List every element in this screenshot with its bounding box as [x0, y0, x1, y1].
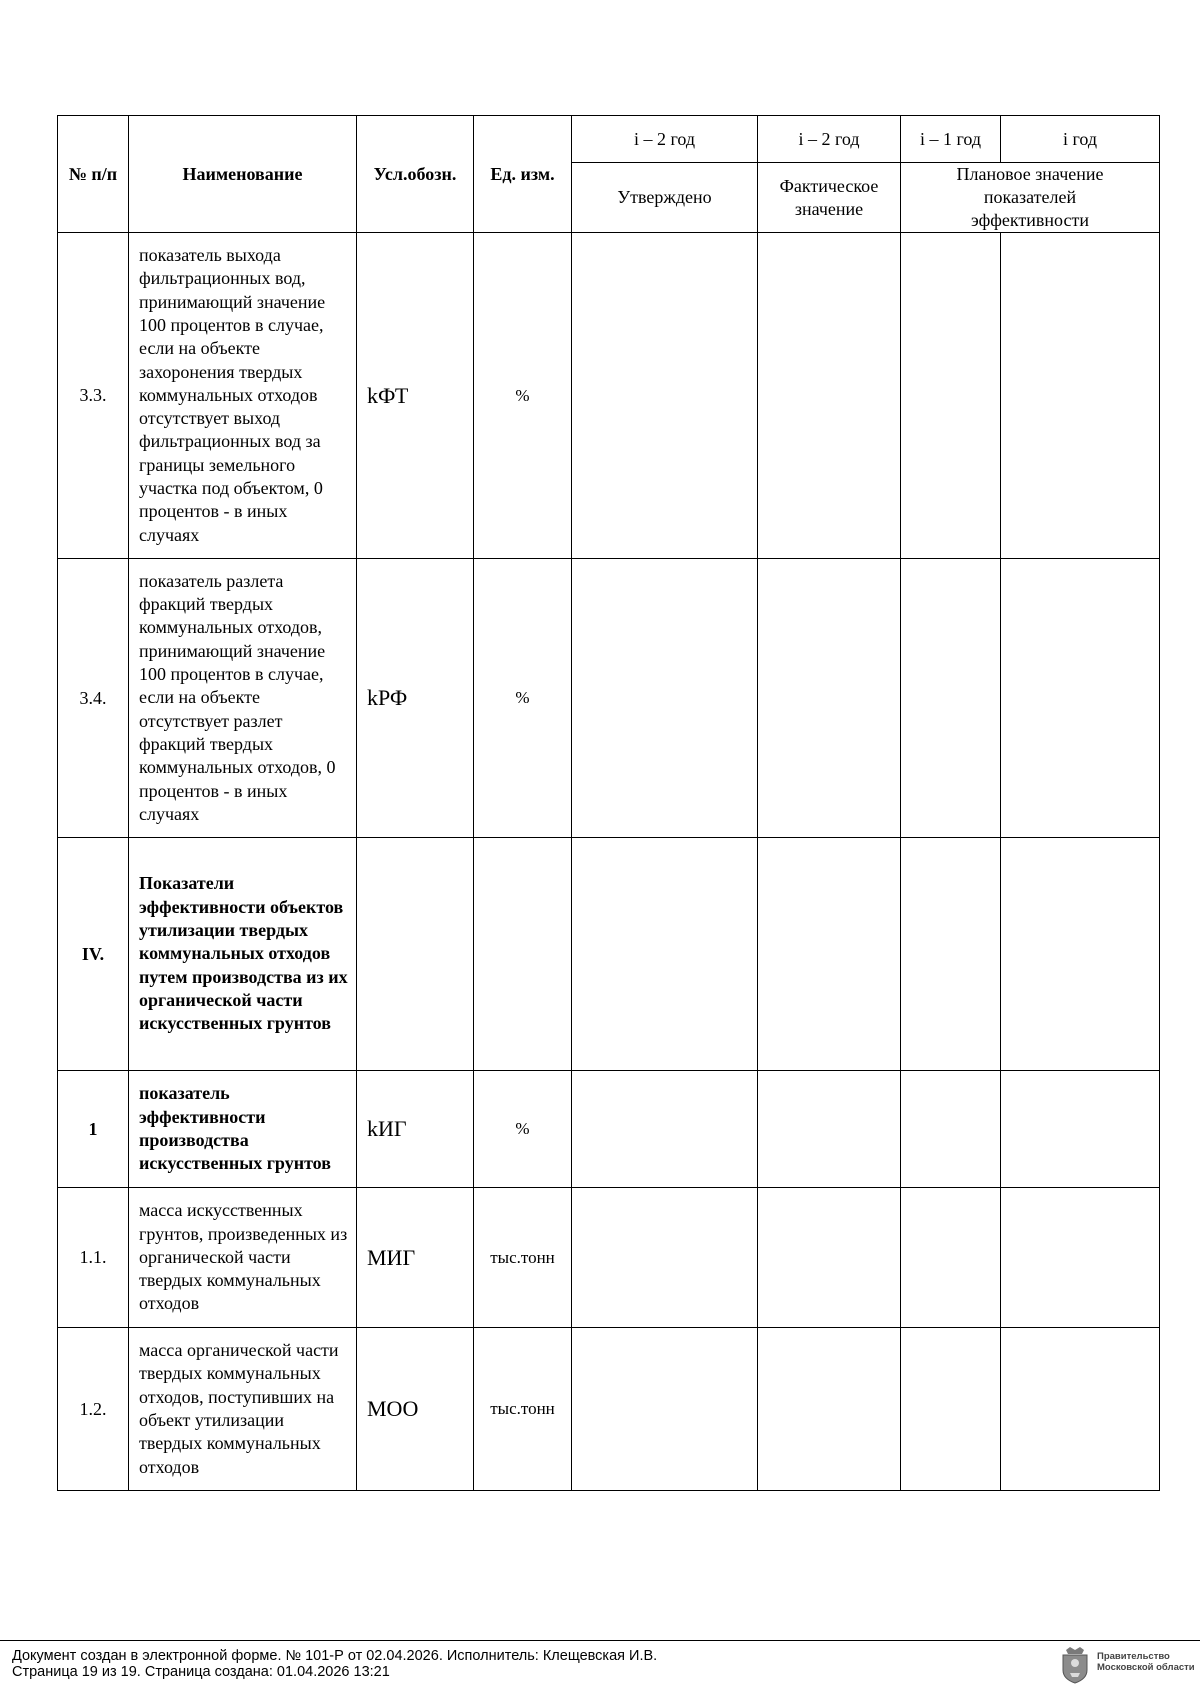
row-number: 3.4. [58, 559, 129, 838]
footer-org-line-1: Правительство [1097, 1651, 1170, 1662]
table-row [58, 233, 1160, 559]
row-value-cell [572, 1328, 758, 1491]
header-row-1 [58, 116, 1160, 163]
row-symbol: kИГ [357, 1071, 474, 1188]
row-value-cell [901, 838, 1001, 1071]
row-value-cell [901, 233, 1001, 559]
footer-page-info: Страница 19 из 19. Страница создана: 01.04.2026 13:21 [12, 1664, 390, 1680]
row-name: показатель выхода фильтрационных вод, принимающий значение 100 процентов в случае, если на объекте захоронения твердых коммунальных отходов отсутствует выход фильтрационных вод за границы земельного участка под объектом, 0 процентов - в иных случаях [129, 233, 357, 559]
row-name: показатель эффективности производства искусственных грунтов [129, 1071, 357, 1188]
header-year-3: i – 1 год [901, 116, 1001, 163]
row-value-cell [572, 838, 758, 1071]
table-row [58, 1071, 1160, 1188]
row-unit: тыс.тонн [474, 1188, 572, 1328]
row-value-cell [758, 1071, 901, 1188]
row-value-cell [901, 1328, 1001, 1491]
row-name: показатель разлета фракций твердых коммунальных отходов, принимающий значение 100 процентов в случае, если на объекте отсутствует разлет фракций твердых коммунальных отходов, 0 процентов - в иных случаях [129, 559, 357, 838]
row-value-cell [901, 559, 1001, 838]
footer-org-line-2: Московской области [1097, 1662, 1195, 1673]
row-value-cell [572, 233, 758, 559]
row-symbol [357, 838, 474, 1071]
table-row [58, 559, 1160, 838]
row-value-cell [758, 559, 901, 838]
footer-organization [1097, 1651, 1195, 1673]
row-value-cell [1001, 838, 1160, 1071]
row-symbol: kФТ [357, 233, 474, 559]
row-unit: % [474, 559, 572, 838]
section-title: Показатели эффективности объектов утилизации твердых коммунальных отходов путем производства из их органической части искусственных грунтов [129, 838, 357, 1071]
header-approved: Утверждено [572, 163, 758, 233]
header-year-4: i год [1001, 116, 1160, 163]
row-value-cell [758, 1188, 901, 1328]
row-value-cell [758, 1328, 901, 1491]
row-value-cell [758, 233, 901, 559]
indicators-table [57, 115, 1160, 1491]
table-row [58, 1188, 1160, 1328]
row-symbol: МИГ [357, 1188, 474, 1328]
section-row [58, 838, 1160, 1071]
row-value-cell [1001, 559, 1160, 838]
row-value-cell [572, 559, 758, 838]
row-value-cell [1001, 1071, 1160, 1188]
header-name: Наименование [129, 116, 357, 233]
row-value-cell [901, 1188, 1001, 1328]
row-name: масса органической части твердых коммунальных отходов, поступивших на объект утилизации твердых коммунальных отходов [129, 1328, 357, 1491]
row-value-cell [572, 1071, 758, 1188]
header-num: № п/п [58, 116, 129, 233]
row-number: 1 [58, 1071, 129, 1188]
header-actual: Фактическое значение [758, 163, 901, 233]
row-unit: % [474, 233, 572, 559]
row-number: 1.1. [58, 1188, 129, 1328]
header-year-2: i – 2 год [758, 116, 901, 163]
footer-text [12, 1648, 657, 1680]
row-value-cell [572, 1188, 758, 1328]
footer-document-info: Документ создан в электронной форме. № 101-Р от 02.04.2026. Исполнитель: Клещевская И.В. [12, 1648, 658, 1664]
row-number: 1.2. [58, 1328, 129, 1491]
row-unit [474, 838, 572, 1071]
table-row [58, 1328, 1160, 1491]
header-symbol: Усл.обозн. [357, 116, 474, 233]
row-value-cell [758, 838, 901, 1071]
row-number: 3.3. [58, 233, 129, 559]
row-value-cell [1001, 1188, 1160, 1328]
row-value-cell [901, 1071, 1001, 1188]
footer-divider [0, 1640, 1200, 1641]
row-value-cell [1001, 233, 1160, 559]
header-planned: Плановое значение показателей эффективности [901, 163, 1160, 233]
row-symbol: МОО [357, 1328, 474, 1491]
section-number: IV. [58, 838, 129, 1071]
row-value-cell [1001, 1328, 1160, 1491]
row-unit: тыс.тонн [474, 1328, 572, 1491]
row-unit: % [474, 1071, 572, 1188]
coat-of-arms-icon [1060, 1646, 1090, 1684]
header-year-1: i – 2 год [572, 116, 758, 163]
row-symbol: kРФ [357, 559, 474, 838]
row-name: масса искусственных грунтов, произведенных из органической части твердых коммунальных отходов [129, 1188, 357, 1328]
header-unit: Ед. изм. [474, 116, 572, 233]
